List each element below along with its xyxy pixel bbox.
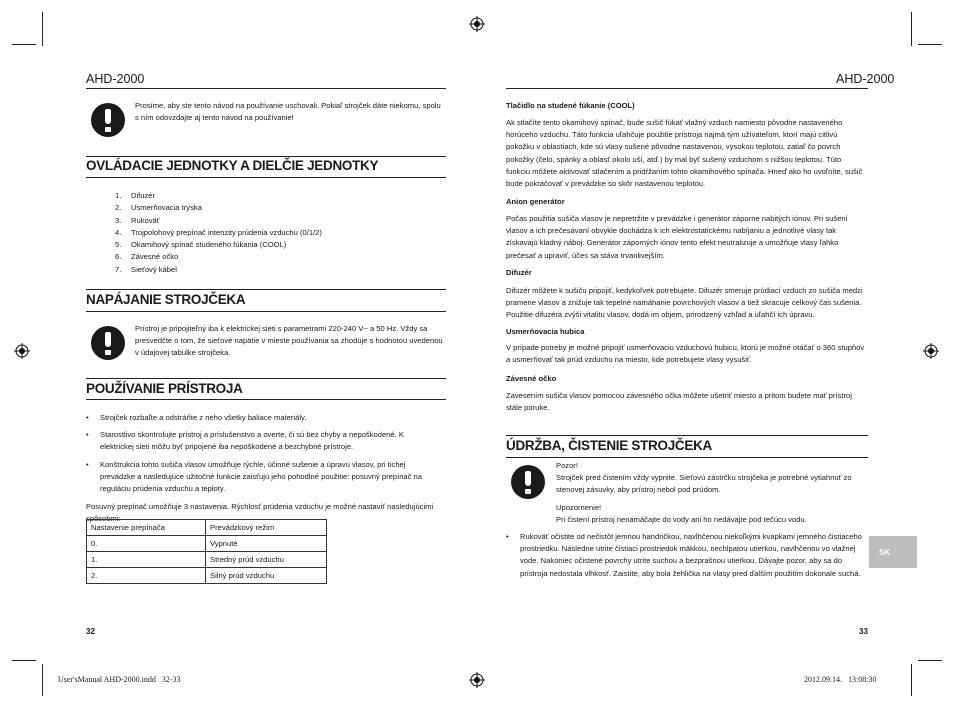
- list-item: • Rukoväť očistite od nečistôt jemnou handričkou, navlhčenou niekoľkými kvapkami jemného čistiaceho prostriedku. Následne utrite čistiaci prostriedok mäkkou, nechlpatou utierkou, navlhčenou vo vlažnej vode. Nakoniec očistené povrchy utrite suchou a bezprašnou utierkou. Dávajte pozor, aby sa do prístroja nedostala vlhkosť. Zaistite, aby bola žehlička na vlasy pred ďalším použitím dokonale suchá.: [506, 531, 866, 580]
- list-item: 4. Trojpolohový prepínač intenzity prúdenia vzduchu (0/1/2): [115, 227, 322, 237]
- table-header-row: [87, 520, 327, 536]
- section-rule: [86, 156, 446, 157]
- switch-table: [86, 519, 327, 584]
- language-tab: SK: [869, 536, 917, 568]
- table-row: [87, 536, 327, 552]
- section-rule: [86, 289, 446, 290]
- cool-heading: Tlačidlo na studené fúkanie (COOL): [506, 101, 635, 110]
- cleaning-bullets: [506, 531, 866, 585]
- difuzer-text: Difuzér môžete k sušiču pripojiť, kedykoľvek potrebujete. Difuzér smeruje prúdiaci vzduch zo sušiča medzi pramene vlasov a znižuje tak tepelné namáhanie povrchových vlasov a tiež skracuje celkový čas sušenia. Použitie difuzéra zvýši vitalitu vlasov, dodá im objem, prirodzený vzhľad a uľahčí ich úpravu.: [506, 286, 863, 320]
- registration-mark-icon: [469, 16, 485, 32]
- list-item: 7. Sieťový kábel: [115, 264, 177, 274]
- registration-mark-icon: [469, 672, 485, 688]
- footer-file: User'sManual AHD-2000.indd 32-33: [58, 675, 181, 684]
- parts-list: [115, 190, 322, 276]
- list-item: 5. Okamihový spínač studeného fúkania (COOL): [115, 240, 287, 250]
- power-note: Prístroj je pripojiteľný iba k elektrickej sieti s parametrami 220-240 V~ a 50 Hz. Vždy sa presvedčte o tom, že sieťové napätie v mieste používania sa zhoduje s hodnotou uvedenou v údajovej tabulke strojčeka.: [135, 324, 443, 358]
- switch-paragraph: Posuvný prepínač umožňuje 3 nastavenia. Rýchlosť prúdenia vzduchu je možné nastaviť nasledujúcimi spôsobmi:: [86, 502, 434, 524]
- list-item: • Strojček rozbaľte a odstráňte z neho všetky baliace materiály.: [86, 412, 438, 424]
- loop-text: Zavesením sušiča vlasov pomocou závesného očka môžete ušetriť miesto a pritom budete mať prístroj stále poruke.: [506, 391, 852, 413]
- crop-mark: [918, 44, 942, 45]
- section-title-maintenance: ÚDRŽBA, ČISTENIE STROJČEKA: [506, 438, 712, 453]
- footer-date: 2012.09.14. 13:08:30: [804, 675, 877, 684]
- anion-heading: Anion generátor: [506, 197, 565, 206]
- crop-mark: [12, 44, 36, 45]
- table-cell: Stredný prúd vzduchu: [206, 552, 327, 568]
- header-rule-right: [506, 88, 868, 89]
- section-title-usage: POUŽÍVANIE PRÍSTROJA: [86, 381, 243, 396]
- section-rule: [86, 311, 446, 312]
- warning-text: Strojček pred čistením vždy vypnite. Sieťovú zástrčku strojčeka je potrebné vytiahnuť zo stenovej zásuvky, aby prístroj nebol pod prúdom.: [556, 473, 852, 495]
- page-number-left: 32: [86, 627, 95, 636]
- section-title-controls: OVLÁDACIE JEDNOTKY A DIELČIE JEDNOTKY: [86, 158, 379, 173]
- page-number-right: 33: [859, 627, 868, 636]
- list-item: 1. Difuzér: [115, 191, 156, 200]
- table-cell: 2.: [87, 568, 206, 584]
- model-label-left: AHD-2000: [86, 72, 145, 86]
- crop-mark: [42, 12, 43, 46]
- registration-mark-icon: [14, 343, 30, 359]
- section-rule: [506, 435, 868, 436]
- notice-text: Pri čistení prístroj nenamáčajte do vody ani ho nedávajte pod tečúcu vodu.: [556, 515, 807, 524]
- table-header-cell: Prevádzkový režim: [206, 520, 327, 536]
- registration-mark-icon: [923, 343, 939, 359]
- section-rule: [506, 457, 868, 458]
- section-rule: [86, 177, 446, 178]
- crop-mark: [12, 660, 36, 661]
- warning-title: Pozor!: [556, 461, 578, 470]
- cool-text: Ak stlačíte tento okamihový spínač, bude sušič fúkať vlažný vzduch namiesto pôvodne nastaveného horúceho vzduchu. Táto funkcia uľahčuje použitie prístroja najmä tým užívateľom, ktorí majú citlivú pokožku v oblastiach, kde sú vlasy sušené pôvodne nastavenou, vysokou teplotou, zatiaľ čo povrch pokožky (čelo, spánky a oblasť okolo uší, atď.) by mal byť sušený vzduchom s nižšou teplotou. Túto funkciu môžete aktivovať stlačením a pridŕžaním tohto okamihového spínača. Hneď ako ho uvoľníte, sušič bude pokračovať v prevádzke so skôr nastavenou teplotou.: [506, 118, 863, 189]
- table-cell: Silný prúd vzduchu: [206, 568, 327, 584]
- anion-text: Počas použitia sušiča vlasov je nepretržite v prevádzke i generátor záporne nabitých iónov. Pri sušení vlasov a ich prečesávaní obvykle dochádza k ich elektrostatickému nabíjaniu a jednotlivé vlasy tak získavajú kladný náboj. Generátor záporných iónov tento efekt neutralizuje a umožňuje vlasy ľahko prečesať a upraviť, účes sa stáva trvanlivejším.: [506, 214, 848, 260]
- model-label-right: AHD-2000: [836, 72, 895, 86]
- table-cell: 1.: [87, 552, 206, 568]
- loop-heading: Závesné očko: [506, 374, 557, 383]
- intro-note: Prosíme, aby ste tento návod na používanie uschovali. Pokiaľ strojček dáte niekomu, spolu s ním odovzdajte aj tento návod na používanie!: [135, 101, 441, 123]
- list-item: • Konštrukcia tohto sušiča vlasov umožňuje rýchle, účinné sušenie a úpravu vlasov, pri tichej prevádzke a nasledujúce užitočné funkcie zaisťujú jeho pohodlné použitie: posuvný prepínač na reguláciu prúdenia vzduchu a teploty.: [86, 459, 438, 496]
- table-header-cell: Nastavenie prepínača: [87, 520, 206, 536]
- list-item: 6. Závesné očko: [115, 252, 179, 262]
- section-title-power: NAPÁJANIE STROJČEKA: [86, 292, 246, 307]
- exclamation-icon: [91, 103, 125, 137]
- nozzle-text: V prípade potreby je možné pripojiť usmerňovaciu vzduchovú hubicu, ktorú je možné otáčať o 360 stupňov a usmerňovať tak prúd vzduchu na miesto, kde potrebujete vlasy vysušiť.: [506, 343, 865, 365]
- nozzle-heading: Usmerňovacia hubica: [506, 327, 585, 336]
- list-item: 2. Usmerňovacia tryska: [115, 203, 202, 213]
- exclamation-icon: [91, 326, 125, 360]
- list-item: • Starostlivo skontrolujte prístroj a príslušenstvo a overte, či sú bez chyby a nepoškodené. K elektrickej sieti môžu byť pripojené iba nepoškodené a bezchybné prístroje.: [86, 429, 438, 453]
- header-rule-left: [86, 88, 446, 89]
- crop-mark: [42, 664, 43, 696]
- exclamation-icon: [511, 465, 545, 499]
- table-row: [87, 568, 327, 584]
- table-row: [87, 552, 327, 568]
- section-rule: [86, 399, 446, 400]
- list-item: 3. Rukoväť: [115, 215, 160, 225]
- crop-mark: [918, 660, 942, 661]
- table-cell: 0.: [87, 536, 206, 552]
- table-cell: Vypnuté: [206, 536, 327, 552]
- crop-mark: [911, 12, 912, 46]
- usage-bullets: [86, 412, 438, 500]
- difuzer-heading: Difuzér: [506, 268, 532, 277]
- notice-title: Upozornenie!: [556, 503, 602, 512]
- section-rule: [86, 378, 446, 379]
- crop-mark: [911, 664, 912, 696]
